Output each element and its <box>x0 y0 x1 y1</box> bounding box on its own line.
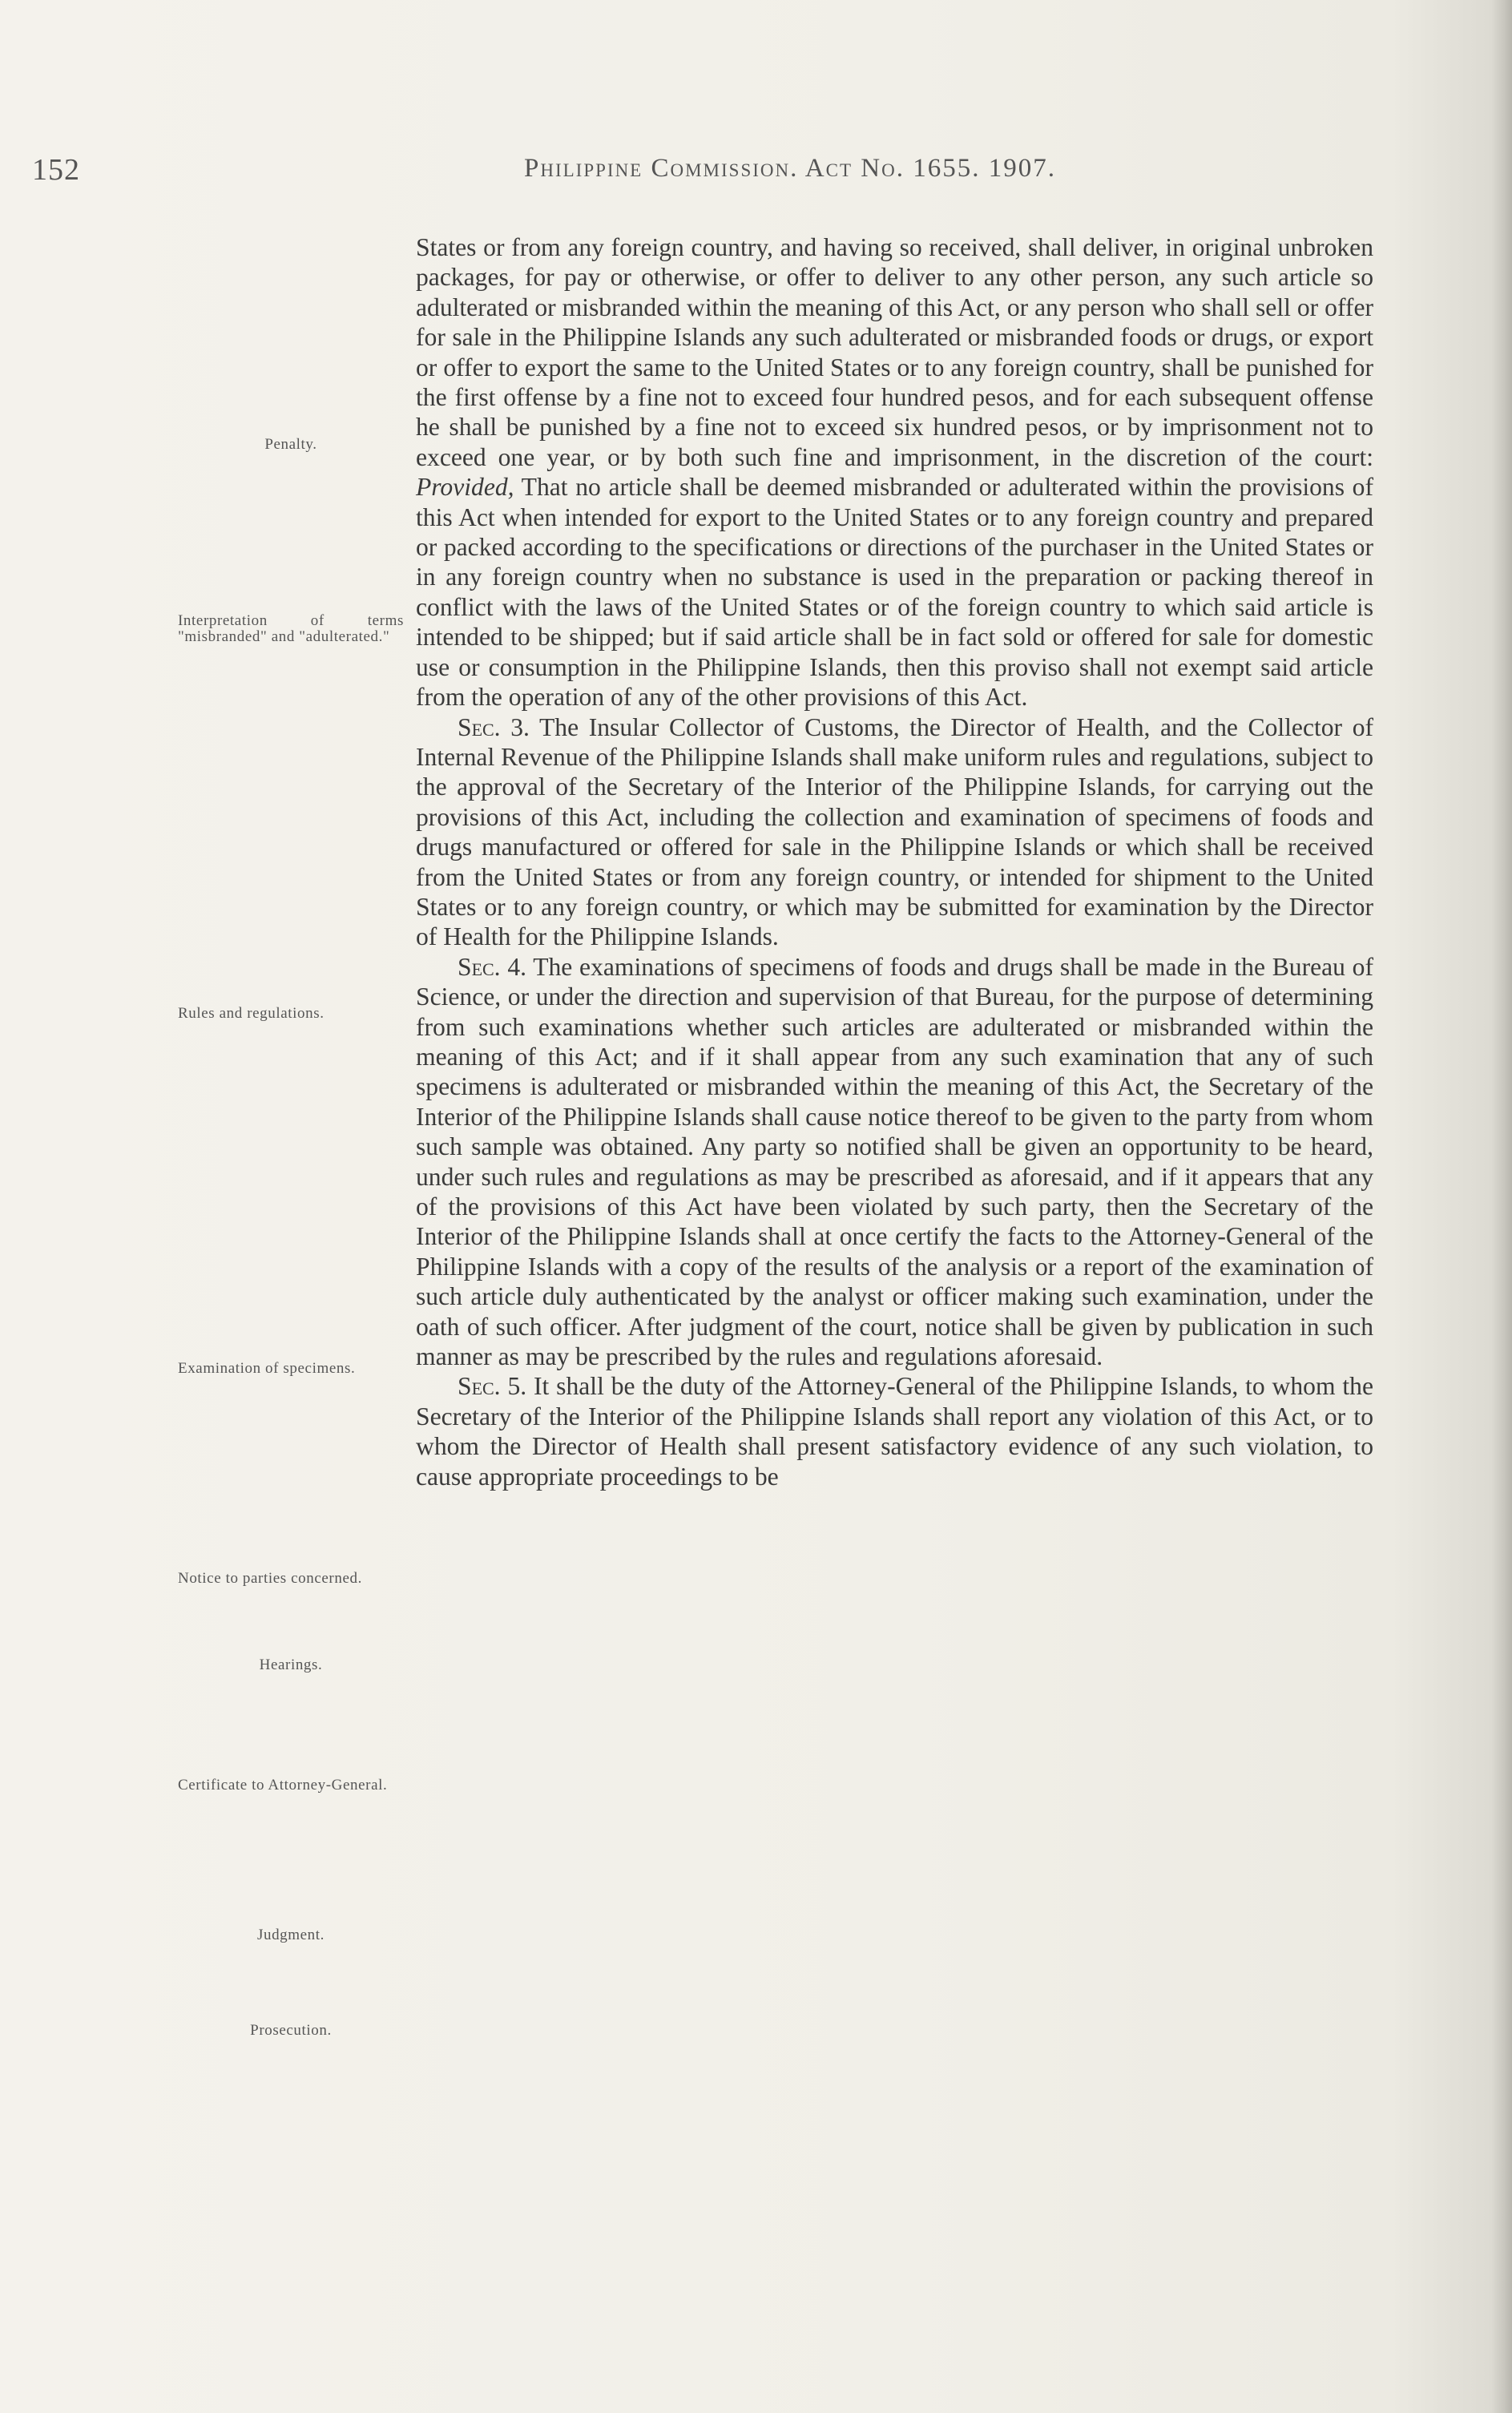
margin-note-prosecution: Prosecution. <box>250 2022 332 2039</box>
paragraph-continued: States or from any foreign country, and having so received, shall deliver, in original unbroken packages, for pay or otherwise, or offer to deliver to any other person, any such article so adulterated or misbranded within the meaning of this Act, or any person who shall sell or offer for sale in the Philippine Islands any such adulterated or misbranded foods or drugs, or export or offer to export the same to the United States or to any foreign country, shall be punished for the first offense by a fine not to exceed four hundred pesos, and for each subsequent offense he shall be punished by a fine not to exceed six hundred pesos, or by imprisonment not to exceed one year, or by both such fine and imprisonment, in the discretion of the court: Provided, That no article shall be deemed misbranded or adulterated within the provisions of this Act when intended for export to the United States or to any foreign country and prepared or packed according to the specifications or directions of the purchaser in the United States or in any foreign country when no substance is used in the preparation or packing thereof in conflict with the laws of the United States or of the foreign country to which said article is intended to be shipped; but if said article shall be in fact sold or offered for sale for domestic use or consumption in the Philippine Islands, then this proviso shall not exempt said article from the operation of any of the other provisions of this Act. <box>416 233 1373 712</box>
running-head <box>0 152 1512 192</box>
section-3 <box>416 712 1373 952</box>
margin-note-certificate: Certificate to Attorney-General. <box>178 1777 388 1794</box>
margin-note-hearings: Hearings. <box>259 1656 323 1673</box>
margin-note-judgment: Judgment. <box>256 1927 325 1943</box>
body-text <box>416 232 1373 1491</box>
page-edge-shadow <box>1491 0 1512 2413</box>
provided-italic: Provided, <box>416 473 514 502</box>
section-5-label: Sec. 5. <box>458 1372 527 1401</box>
section-3-label: Sec. 3. <box>458 712 530 741</box>
page-number: 152 <box>32 153 80 187</box>
section-4-text: The examinations of specimens of foods and drugs shall be made in the Bureau of Science, or under the direction and supervision of that Bureau, for the purpose of determining from such examinations whether such articles are adulterated or misbranded within the meaning of this Act; and if it shall appear from any such examination that any of such specimens is adulterated or misbranded within the meaning of this Act, the Secretary of the Interior of the Philippine Islands shall cause notice thereof to be given to the party from whom such sample was obtained. Any party so notified shall be given an opportunity to be heard, under such rules and regulations as may be prescribed as aforesaid, and if it appears that any of the provisions of this Act have been violated by such party, then the Secretary of the Interior of the Philippine Islands shall at once certify the facts to the Attorney-General of the Philippine Islands with a copy of the results of the analysis or a report of the examination of such article duly authenticated by the analyst or officer making such examination, under the oath of such officer. After judgment of the court, notice shall be given by publication in such manner as may be prescribed by the rules and regulations aforesaid. <box>416 952 1373 1371</box>
section-5-text: It shall be the duty of the Attorney-General of the Philippine Islands, to whom the Secretary of the Interior of the Philippine Islands shall report any violation of this Act, or to whom the Director of Health shall present satisfactory evidence of any such violation, to cause appropriate proceedings to be <box>416 1372 1373 1491</box>
section-3-text: The Insular Collector of Customs, the Director of Health, and the Collector of Internal Revenue of the Philippine Islands shall make uniform rules and regulations, subject to the approval of the Secretary of the Interior of the Philippine Islands, for carrying out the provisions of this Act, including the collection and examination of specimens of foods and drugs manufactured or offered for sale in the Philippine Islands or which shall be received from the United States or from any foreign country, or intended for shipment to the United States or to any foreign country, or which may be submitted for examination by the Director of Health for the Philippine Islands. <box>416 712 1374 951</box>
running-head-title: Philippine Commission. Act No. 1655. 1907. <box>524 154 1056 183</box>
margin-note-penalty: Penalty. <box>264 436 317 453</box>
section-5 <box>416 1371 1373 1491</box>
margin-note-examination-of-specimens: Examination of specimens. <box>178 1360 356 1377</box>
margin-note-notice-to-parties: Notice to parties concerned. <box>178 1570 362 1587</box>
margin-note-rules-and-regulations: Rules and regulations. <box>178 1005 325 1022</box>
margin-note-interpretation: Interpretation of terms "misbranded" and "adulterated." <box>178 612 404 645</box>
section-4-label: Sec. 4. <box>458 952 527 981</box>
section-4 <box>416 952 1373 1372</box>
